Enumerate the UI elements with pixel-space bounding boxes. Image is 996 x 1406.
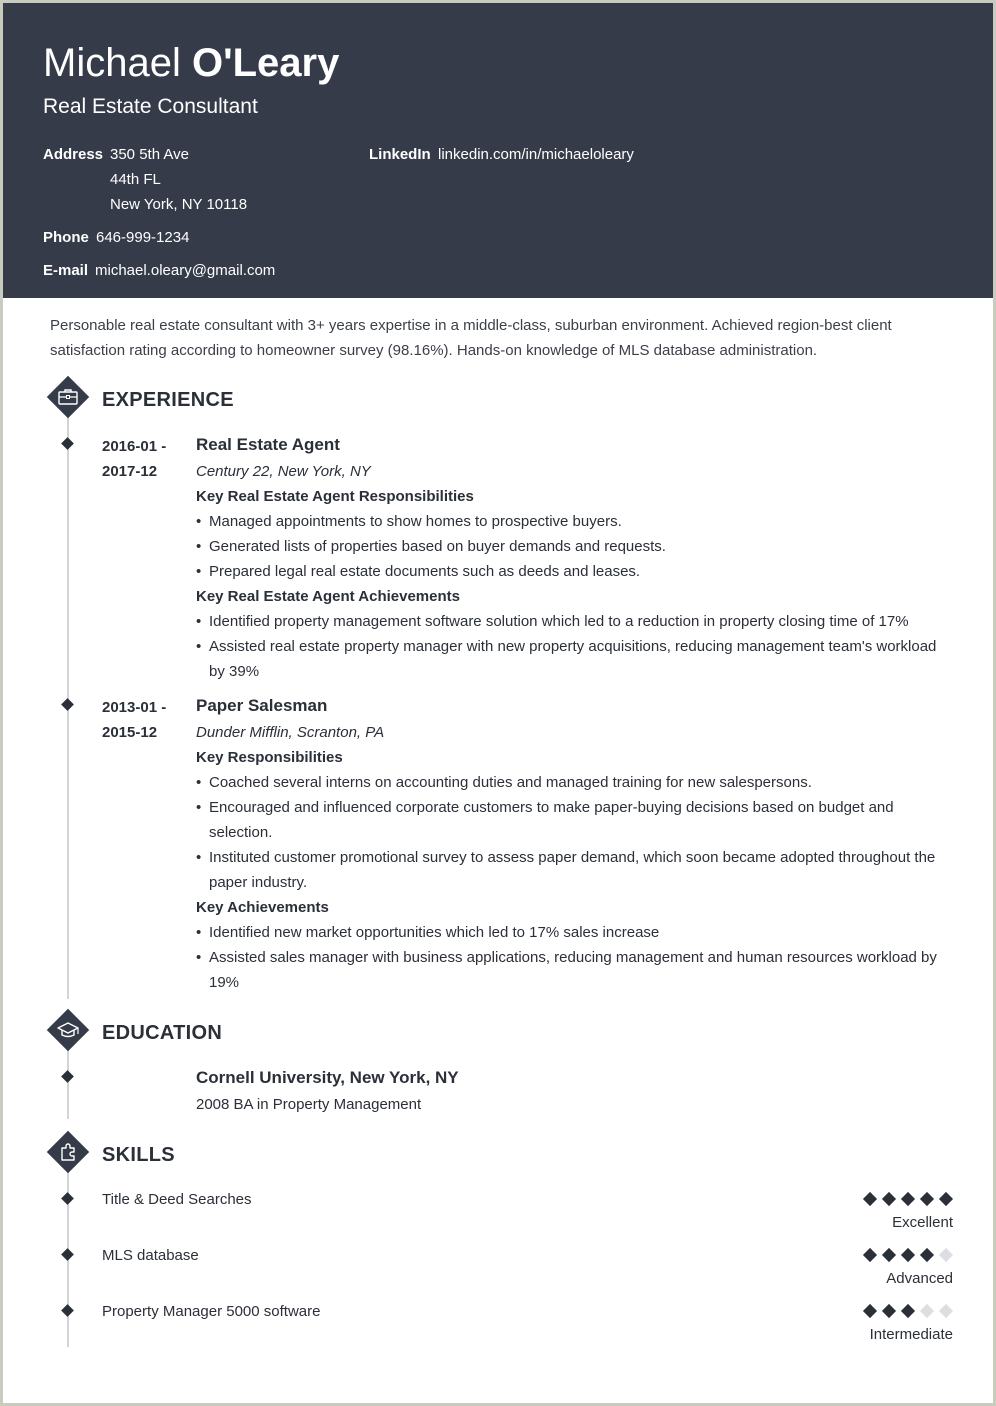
resume-header bbox=[3, 3, 993, 298]
email-label: E-mail bbox=[43, 262, 89, 279]
job-1-dates bbox=[102, 434, 192, 484]
rating-diamond-filled bbox=[863, 1192, 877, 1206]
job-1-responsibilities bbox=[196, 509, 946, 584]
education-section-icon bbox=[47, 1009, 89, 1051]
rating-diamond-filled bbox=[901, 1192, 915, 1206]
puzzle-icon bbox=[53, 1137, 83, 1167]
skill-1-name: Title & Deed Searches bbox=[102, 1191, 252, 1208]
skill-3-rating bbox=[863, 1304, 953, 1318]
linkedin-link[interactable]: linkedin.com/in/michaeloleary bbox=[438, 146, 634, 163]
list-item: • Identified property management software solution which led to a reduction in property closing time of 17% bbox=[196, 609, 946, 634]
rating-diamond-filled bbox=[920, 1248, 934, 1262]
rating-diamond-empty bbox=[939, 1248, 953, 1262]
job-1-responsibilities-heading: Key Real Estate Agent Responsibilities bbox=[196, 488, 474, 505]
job-2-title: Paper Salesman bbox=[196, 696, 328, 715]
skill-2-level: Advanced bbox=[886, 1270, 953, 1287]
first-name: Michael bbox=[43, 41, 181, 85]
experience-section-icon bbox=[47, 376, 89, 418]
job-2-date-start: 2013-01 - bbox=[102, 699, 167, 716]
list-item: • Generated lists of properties based on buyer demands and requests. bbox=[196, 534, 946, 559]
skill-2-name: MLS database bbox=[102, 1247, 199, 1264]
list-item: • Identified new market opportunities which led to 17% sales increase bbox=[196, 920, 946, 945]
rating-diamond-filled bbox=[920, 1192, 934, 1206]
phone-label: Phone bbox=[43, 229, 89, 246]
skills-heading: SKILLS bbox=[102, 1144, 175, 1166]
address-label: Address bbox=[43, 146, 104, 163]
job-1 bbox=[196, 432, 946, 684]
rating-diamond-filled bbox=[901, 1248, 915, 1262]
job-title-headline: Real Estate Consultant bbox=[43, 95, 258, 118]
education-timeline bbox=[67, 1049, 69, 1119]
rating-diamond-filled bbox=[901, 1304, 915, 1318]
job-2-achievements-heading: Key Achievements bbox=[196, 899, 329, 916]
address-line-3: New York, NY 10118 bbox=[110, 196, 248, 213]
timeline-marker bbox=[61, 437, 74, 450]
education-entry bbox=[196, 1065, 946, 1117]
rating-diamond-empty bbox=[939, 1304, 953, 1318]
timeline-marker bbox=[61, 1192, 74, 1205]
job-2-responsibilities-heading: Key Responsibilities bbox=[196, 749, 343, 766]
list-item: • Coached several interns on accounting duties and managed training for new salespersons. bbox=[196, 770, 946, 795]
list-item: • Assisted sales manager with business applications, reducing management and human resources workload by 19% bbox=[196, 945, 946, 995]
education-heading: EDUCATION bbox=[102, 1022, 223, 1044]
education-degree: 2008 BA in Property Management bbox=[196, 1096, 422, 1113]
rating-diamond-filled bbox=[882, 1304, 896, 1318]
rating-diamond-empty bbox=[920, 1304, 934, 1318]
job-1-achievements bbox=[196, 609, 946, 684]
education-school: Cornell University, New York, NY bbox=[196, 1068, 459, 1087]
phone-value: 646-999-1234 bbox=[96, 229, 190, 246]
experience-heading: EXPERIENCE bbox=[102, 389, 234, 411]
job-1-company: Century 22, New York, NY bbox=[196, 463, 371, 480]
skill-3-name: Property Manager 5000 software bbox=[102, 1303, 321, 1320]
timeline-marker bbox=[61, 1248, 74, 1261]
job-2-company: Dunder Mifflin, Scranton, PA bbox=[196, 724, 385, 741]
job-2-dates bbox=[102, 695, 192, 745]
skill-1-level: Excellent bbox=[892, 1214, 953, 1231]
rating-diamond-filled bbox=[882, 1248, 896, 1262]
skill-2-rating bbox=[863, 1248, 953, 1262]
skill-1-rating bbox=[863, 1192, 953, 1206]
linkedin-label: LinkedIn bbox=[369, 146, 431, 163]
job-2-achievements bbox=[196, 920, 946, 995]
job-2-responsibilities bbox=[196, 770, 946, 895]
rating-diamond-filled bbox=[939, 1192, 953, 1206]
resume-page bbox=[3, 3, 993, 1403]
rating-diamond-filled bbox=[863, 1304, 877, 1318]
timeline-marker bbox=[61, 1304, 74, 1317]
job-1-title: Real Estate Agent bbox=[196, 435, 340, 454]
job-2-date-end: 2015-12 bbox=[102, 724, 158, 741]
graduation-cap-icon bbox=[53, 1015, 83, 1045]
briefcase-icon bbox=[53, 382, 83, 412]
list-item: • Instituted customer promotional survey to assess paper demand, which soon became adopted throughout the paper industry. bbox=[196, 845, 946, 895]
job-1-achievements-heading: Key Real Estate Agent Achievements bbox=[196, 588, 460, 605]
candidate-name bbox=[43, 39, 339, 87]
address-line-1: 350 5th Ave bbox=[110, 146, 189, 163]
job-2 bbox=[196, 693, 946, 995]
job-1-date-end: 2017-12 bbox=[102, 463, 158, 480]
list-item: • Managed appointments to show homes to prospective buyers. bbox=[196, 509, 946, 534]
list-item: • Encouraged and influenced corporate customers to make paper-buying decisions based on budget and selection. bbox=[196, 795, 946, 845]
email-link[interactable]: michael.oleary@gmail.com bbox=[95, 262, 276, 279]
address-line-2: 44th FL bbox=[110, 171, 161, 188]
list-item: • Prepared legal real estate documents such as deeds and leases. bbox=[196, 559, 946, 584]
rating-diamond-filled bbox=[863, 1248, 877, 1262]
timeline-marker bbox=[61, 698, 74, 711]
rating-diamond-filled bbox=[882, 1192, 896, 1206]
summary-text: Personable real estate consultant with 3+ years expertise in a middle-class, suburban environment. Achieved region-best client satisfaction rating according to homeowner survey (98.16%). Hands-on knowledge of MLS database administration. bbox=[50, 317, 892, 359]
list-item: • Assisted real estate property manager with new property acquisitions, reducing management team's workload by 39% bbox=[196, 634, 946, 684]
last-name: O'Leary bbox=[191, 41, 340, 85]
job-1-date-start: 2016-01 - bbox=[102, 438, 167, 455]
skill-3-level: Intermediate bbox=[869, 1326, 953, 1343]
timeline-marker bbox=[61, 1070, 74, 1083]
skills-section-icon bbox=[47, 1131, 89, 1173]
